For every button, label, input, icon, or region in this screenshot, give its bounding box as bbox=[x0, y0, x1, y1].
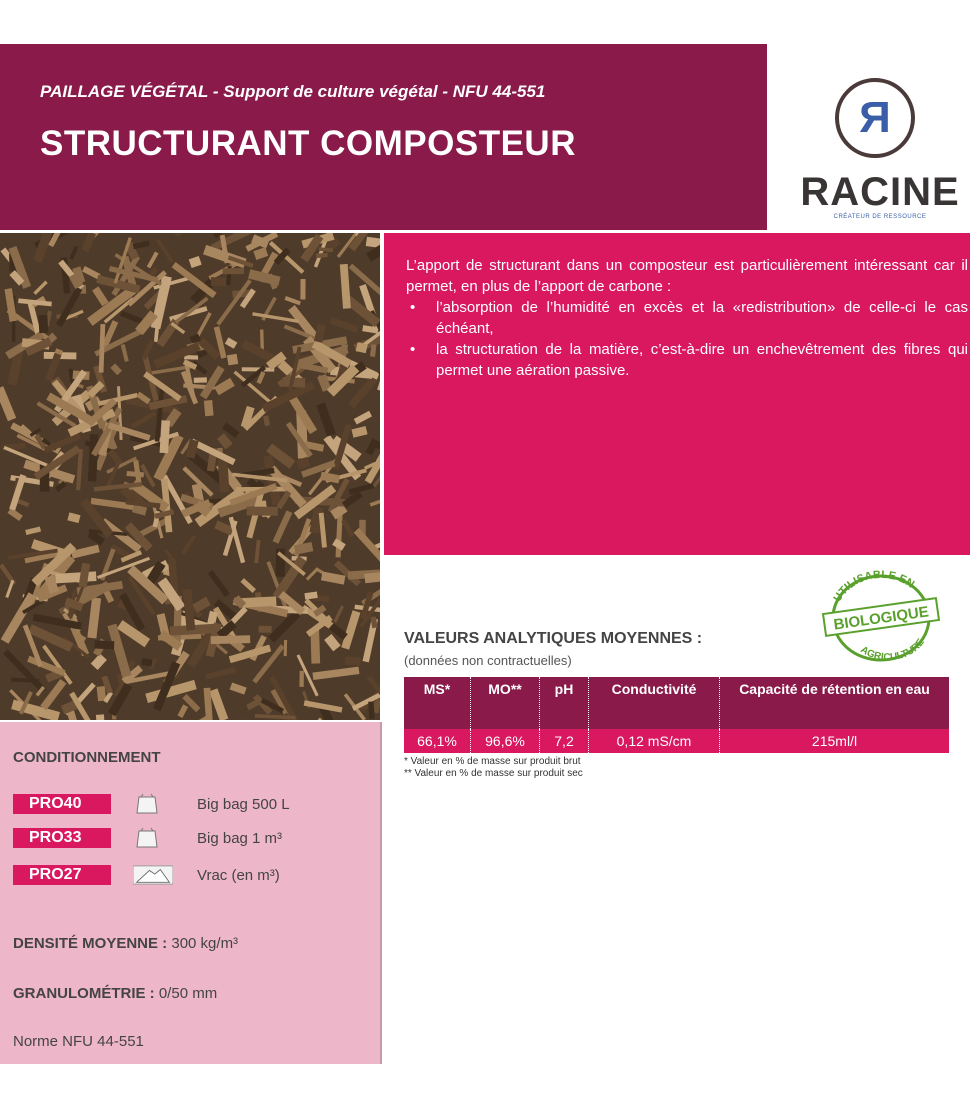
badge-bottom-text: AGRICULTURE bbox=[858, 637, 927, 664]
logo-name: RACINE bbox=[800, 170, 960, 214]
packaging-code: PRO33 bbox=[13, 828, 111, 848]
wood-chip bbox=[204, 400, 214, 416]
conditioning-title: CONDITIONNEMENT bbox=[13, 749, 161, 766]
wood-chip bbox=[211, 277, 226, 286]
density-value: 300 kg/m³ bbox=[171, 935, 239, 952]
wood-chip bbox=[300, 279, 305, 300]
density-label: DENSITÉ MOYENNE : bbox=[13, 935, 168, 952]
packaging-label: Big bag 500 L bbox=[197, 795, 290, 813]
table-cell: 66,1% bbox=[404, 729, 471, 753]
logo-tagline: CRÉATEUR DE RESSOURCE bbox=[833, 214, 927, 220]
wood-chips-texture bbox=[0, 233, 380, 720]
table-header: MO** bbox=[471, 677, 540, 729]
analytics-footnotes bbox=[404, 756, 583, 780]
wood-chip bbox=[299, 671, 303, 687]
packaging-code: PRO40 bbox=[13, 794, 111, 814]
granulometry-value: 0/50 mm bbox=[158, 985, 218, 1002]
product-photo bbox=[0, 233, 380, 720]
wood-chip bbox=[194, 377, 207, 383]
packaging-row bbox=[13, 826, 282, 850]
big-bag-icon bbox=[133, 793, 173, 815]
table-header: Conductivité bbox=[589, 677, 720, 729]
packaging-label: Big bag 1 m³ bbox=[197, 829, 283, 847]
table-header-row bbox=[404, 677, 949, 729]
table-header: MS* bbox=[404, 677, 471, 729]
wood-chip bbox=[94, 640, 114, 649]
table-cell: 215ml/l bbox=[720, 729, 950, 753]
product-subtitle: PAILLAGE VÉGÉTAL - Support de culture végétal - NFU 44-551 bbox=[40, 82, 546, 101]
table-cell: 7,2 bbox=[540, 729, 589, 753]
granulometry-line bbox=[13, 985, 217, 1002]
granulometry-label: GRANULOMÉTRIE : bbox=[13, 985, 155, 1002]
analytics-subtitle: (données non contractuelles) bbox=[404, 653, 572, 668]
wood-chip bbox=[345, 657, 361, 666]
description-intro: L’apport de structurant dans un composteur est particulièrement intéressant car il permet, en plus de l’apport de carbone : bbox=[406, 257, 968, 295]
wood-chip bbox=[211, 635, 251, 644]
bulk-pile-icon bbox=[133, 864, 173, 886]
packaging-row bbox=[13, 792, 290, 816]
description-text bbox=[406, 255, 968, 381]
wood-chip bbox=[241, 596, 276, 607]
analytics-table bbox=[404, 677, 949, 753]
badge-top-text: UTILISABLE EN bbox=[831, 568, 917, 604]
packaging-code: PRO27 bbox=[13, 865, 111, 885]
analytics-title: VALEURS ANALYTIQUES MOYENNES : bbox=[404, 630, 703, 647]
wood-chip bbox=[223, 268, 244, 274]
big-bag-icon bbox=[133, 827, 173, 849]
description-bullet: • l’absorption de l’humidité en excès et la «redistribution» de celle-ci le cas échéant, bbox=[436, 297, 968, 339]
footnote: ** Valeur en % de masse sur produit sec bbox=[404, 768, 583, 779]
table-header: pH bbox=[540, 677, 589, 729]
description-bullet: • la structuration de la matière, c’est-à-dire un enchevêtrement des fibres qui permet une aération passive. bbox=[436, 339, 968, 381]
table-cell: 96,6% bbox=[471, 729, 540, 753]
wood-chip bbox=[247, 507, 278, 516]
wood-chip bbox=[259, 626, 272, 633]
density-line bbox=[13, 935, 238, 952]
table-header: Capacité de rétention en eau bbox=[720, 677, 950, 729]
packaging-label: Vrac (en m³) bbox=[197, 866, 280, 884]
wood-chip bbox=[227, 354, 238, 366]
organic-agriculture-badge bbox=[818, 568, 944, 668]
wood-chip bbox=[141, 658, 152, 666]
badge-main-text: BIOLOGIQUE bbox=[832, 603, 930, 634]
wood-chip bbox=[38, 315, 48, 333]
table-cell: 0,12 mS/cm bbox=[589, 729, 720, 753]
wood-chip bbox=[368, 701, 374, 719]
header-banner bbox=[0, 44, 767, 230]
table-row bbox=[404, 729, 949, 753]
product-title: STRUCTURANT COMPOSTEUR bbox=[40, 124, 576, 163]
description-list bbox=[406, 297, 968, 381]
footnote: * Valeur en % de masse sur produit brut bbox=[404, 756, 581, 767]
conditioning-panel bbox=[0, 722, 382, 1064]
packaging-row bbox=[13, 863, 280, 887]
logo-mark: R bbox=[835, 78, 915, 158]
racine-logo bbox=[800, 74, 960, 224]
norm-text: Norme NFU 44-551 bbox=[13, 1033, 144, 1050]
